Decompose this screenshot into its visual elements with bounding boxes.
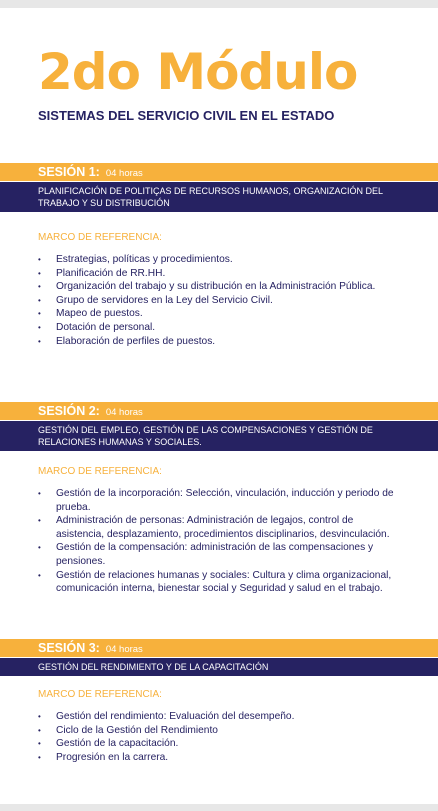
session-3-label: SESIÓN 3: <box>38 641 100 655</box>
list-item <box>38 307 400 321</box>
session-1-marco-label: MARCO DE REFERENCIA: <box>38 232 162 243</box>
session-2-marco-label: MARCO DE REFERENCIA: <box>38 466 162 477</box>
session-2-hours: 04 horas <box>105 407 143 418</box>
list-item-text: Estrategias, políticas y procedimientos. <box>56 254 233 265</box>
list-item <box>38 751 400 765</box>
module-page <box>0 8 438 804</box>
bullet-icon: • <box>38 725 41 735</box>
session-1-header <box>0 163 438 181</box>
list-item-text: Gestión de la incorporación: Selección, vinculación, inducción y periodo de prueba. <box>56 488 394 513</box>
list-item <box>38 514 400 541</box>
session-3-marco-label: MARCO DE REFERENCIA: <box>38 689 162 700</box>
list-item-text: Progresión en la carrera. <box>56 751 169 763</box>
bullet-icon: • <box>38 712 41 721</box>
list-item <box>38 541 400 568</box>
bullet-icon: • <box>38 336 41 346</box>
bullet-icon: • <box>38 489 41 498</box>
bullet-icon: • <box>38 543 41 553</box>
session-2-items <box>38 487 400 596</box>
list-item <box>38 737 400 751</box>
session-1-label: SESIÓN 1: <box>38 165 100 179</box>
list-item-text: Gestión de relaciones humanas y sociales: Cultura y clima organizacional, comunicación interna, bienestar social y Seguridad y salud en el trabajo. <box>56 569 392 595</box>
list-item-text: Dotación de personal. <box>56 321 156 333</box>
list-item-text: Elaboración de perfiles de puestos. <box>56 335 216 347</box>
list-item-text: Gestión de la capacitación. <box>56 738 179 750</box>
list-item-text: Grupo de servidores en la Ley del Servicio Civil. <box>56 294 273 306</box>
list-item <box>38 321 400 335</box>
list-item <box>38 724 400 738</box>
module-subtitle: SISTEMAS DEL SERVICIO CIVIL EN EL ESTADO <box>38 108 335 123</box>
session-1-topic: PLANIFICACIÓN DE POLITIÇAS DE RECURSOS HUMANOS, ORGANIZACIÓN DEL TRABAJO Y SU DISTRIBUCIÓN <box>0 182 438 212</box>
list-item <box>38 569 400 596</box>
list-item-text: Gestión de la compensación: administración de las compensaciones y pensiones. <box>56 542 374 567</box>
list-item <box>38 280 400 294</box>
session-1-hours: 04 horas <box>105 168 143 179</box>
list-item <box>38 294 400 308</box>
session-2-label: SESIÓN 2: <box>38 404 100 418</box>
bullet-icon: • <box>38 282 41 292</box>
bullet-icon: • <box>38 295 41 305</box>
bullet-icon: • <box>38 268 41 278</box>
bullet-icon: • <box>38 255 41 264</box>
bullet-icon: • <box>38 516 41 526</box>
list-item-text: Gestión del rendimiento: Evaluación del desempeño. <box>56 711 295 722</box>
list-item <box>38 487 400 514</box>
list-item <box>38 335 400 349</box>
session-3-items <box>38 710 400 764</box>
bullet-icon: • <box>38 752 41 762</box>
session-2-topic: GESTIÓN DEL EMPLEO, GESTIÓN DE LAS COMPENSACIONES Y GESTIÓN DE RELACIONES HUMANAS Y SOCIALES. <box>0 421 438 451</box>
session-3-hours: 04 horas <box>105 644 143 655</box>
session-2-header <box>0 402 438 420</box>
bullet-icon: • <box>38 322 41 332</box>
bullet-icon: • <box>38 739 41 749</box>
list-item-text: Ciclo de la Gestión del Rendimiento <box>56 724 218 736</box>
list-item <box>38 267 400 281</box>
list-item-text: Mapeo de puestos. <box>56 308 143 320</box>
session-3-topic: GESTIÓN DEL RENDIMIENTO Y DE LA CAPACITACIÓN <box>0 658 438 676</box>
list-item-text: Planificación de RR.HH. <box>56 267 166 279</box>
list-item-text: Administración de personas: Administración de legajos, control de asistencia, desplazamiento, procedimientos disciplinarios, desvinculación. <box>56 515 390 540</box>
list-item-text: Organización del trabajo y su distribución en la Administración Pública. <box>56 281 376 293</box>
list-item <box>38 710 400 724</box>
bullet-icon: • <box>38 570 41 580</box>
session-3-header <box>0 639 438 657</box>
list-item <box>38 253 400 267</box>
bullet-icon: • <box>38 309 41 319</box>
module-title: 2do Módulo <box>38 43 358 101</box>
session-1-items <box>38 253 400 348</box>
